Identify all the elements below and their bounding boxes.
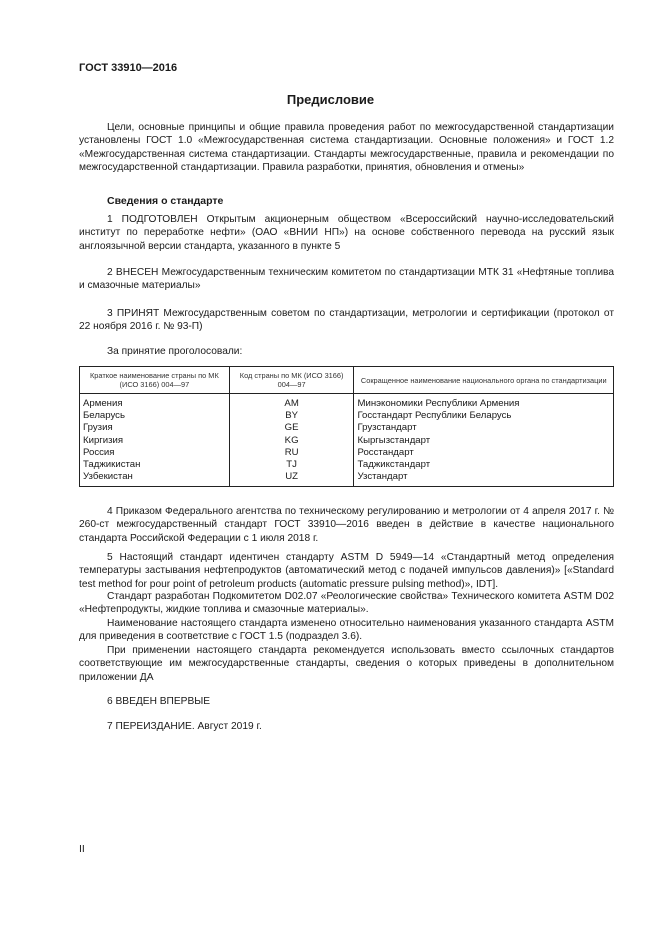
cell-body: Таджикстандарт (354, 459, 614, 471)
item-5-paragraph: 5 Настоящий стандарт идентичен стандарту ASTM D 5949—14 «Стандартный метод определения температуры застывания нефтепродуктов (автоматический метод с подачей импульсов давления)» [«Standard test method for pour point of petroleum products (automatic pressure pulsing method)», IDT]. (79, 552, 614, 590)
cell-body: Госстандарт Республики Беларусь (354, 410, 614, 422)
intro-paragraph: Цели, основные принципы и общие правила проведения работ по межгосударственной стандартизации установлены ГОСТ 1.0 «Межгосударственная система стандартизации. Основные положения» и ГОСТ 1.2 «Межгосударственная система стандартизации. Стандарты межгосударственные, правила и рекомендации по межгосударственной стандартизации. Правила разработки, принятия, обновления и отмены» (79, 122, 614, 173)
cell-country: Россия (80, 447, 230, 459)
cell-code: TJ (229, 459, 354, 471)
votes-label: За принятие проголосовали: (107, 346, 243, 357)
cell-body: Грузстандарт (354, 422, 614, 434)
column-header-country: Краткое наименование страны по МК (ИСО 3166) 004—97 (80, 367, 230, 394)
section-heading: Сведения о стандарте (107, 195, 224, 207)
column-header-body: Сокращенное наименование национального органа по стандартизации (354, 367, 614, 394)
cell-code: KG (229, 435, 354, 447)
table-row (80, 435, 614, 447)
cell-country: Узбекистан (80, 471, 230, 487)
item-1-paragraph: 1 ПОДГОТОВЛЕН Открытым акционерным обществом «Всероссийский научно-исследовательский институт по переработке нефти» (ОАО «ВНИИ НП») на основе собственного перевода на русский язык англоязычной версии стандарта, указанного в пункте 5 (79, 214, 614, 252)
cell-body: Узстандарт (354, 471, 614, 487)
countries-table (79, 366, 614, 487)
column-header-code: Код страны по МК (ИСО 3166) 004—97 (229, 367, 354, 394)
page-title: Предисловие (286, 92, 375, 107)
page-number: II (79, 843, 85, 855)
document-code: ГОСТ 33910—2016 (79, 62, 178, 74)
cell-country: Армения (80, 394, 230, 411)
cell-code: BY (229, 410, 354, 422)
cell-country: Таджикистан (80, 459, 230, 471)
table-row (80, 471, 614, 487)
cell-body: Росстандарт (354, 447, 614, 459)
cell-country: Киргизия (80, 435, 230, 447)
cell-country: Беларусь (80, 410, 230, 422)
cell-code: AM (229, 394, 354, 411)
item-4-paragraph: 4 Приказом Федерального агентства по техническому регулированию и метрологии от 4 апреля 2017 г. № 260-ст межгосударственный стандарт ГОСТ 33910—2016 введен в действие в качестве национального стандарта Российской Федерации с 1 июля 2018 г. (79, 506, 614, 544)
table-row (80, 422, 614, 434)
cell-code: RU (229, 447, 354, 459)
item-2-paragraph: 2 ВНЕСЕН Межгосударственным техническим комитетом по стандартизации МТК 31 «Нефтяные топлива и смазочные материалы» (79, 267, 614, 292)
table-row (80, 410, 614, 422)
table-row (80, 447, 614, 459)
cell-body: Кыргызстандарт (354, 435, 614, 447)
cell-country: Грузия (80, 422, 230, 434)
item-5-paragraph-4: При применении настоящего стандарта рекомендуется использовать вместо ссылочных стандартов соответствующие им межгосударственные стандарты, сведения о которых приведены в дополнительном приложении ДА (79, 645, 614, 683)
table-header-row (80, 367, 614, 394)
item-7-paragraph: 7 ПЕРЕИЗДАНИЕ. Август 2019 г. (107, 721, 262, 732)
item-6-paragraph: 6 ВВЕДЕН ВПЕРВЫЕ (107, 696, 211, 707)
cell-code: GE (229, 422, 354, 434)
item-5-paragraph-2: Стандарт разработан Подкомитетом D02.07 «Реологические свойства» Технического комитета ASTM D02 «Нефтепродукты, жидкие топлива и смазочные материалы». (79, 591, 614, 616)
table-row (80, 459, 614, 471)
table-row (80, 394, 614, 411)
cell-body: Минэкономики Республики Армения (354, 394, 614, 411)
item-3-paragraph: 3 ПРИНЯТ Межгосударственным советом по стандартизации, метрологии и сертификации (протокол от 22 ноября 2016 г. № 93-П) (79, 308, 614, 333)
cell-code: UZ (229, 471, 354, 487)
item-5-paragraph-3: Наименование настоящего стандарта изменено относительно наименования указанного стандарта ASTM для приведения в соответствие с ГОСТ 1.5 (подраздел 3.6). (79, 618, 614, 643)
